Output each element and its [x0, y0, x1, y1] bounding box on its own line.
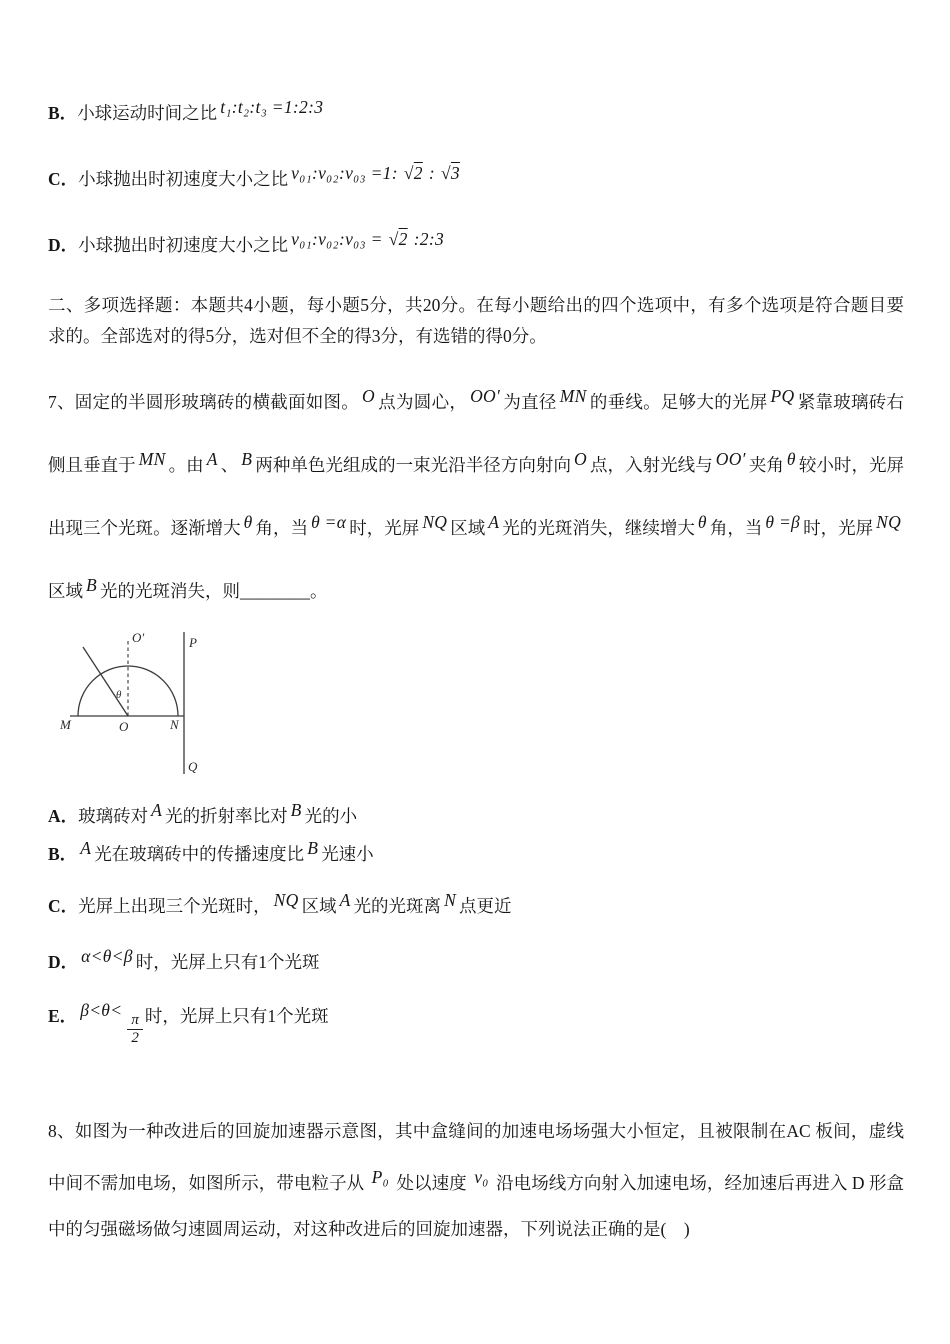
question-7-option-a: A．玻璃砖对 A 光的折射率比对 B 光的小: [48, 800, 358, 826]
option-line-c: C．小球抛出时初速度大小之比 v₀₁:v₀₂:v₀₃ =1: √2 : √3: [48, 163, 460, 189]
figure-label-theta: θ: [116, 689, 122, 701]
figure-label-n: N: [170, 717, 179, 732]
question-8-stem: 8、如图为一种改进后的回旋加速器示意图，其中盒缝间的加速电场场强大小恒定，且被限制在AC 板间，虚线中间不需加电场，如图所示，带电粒子从 P₀ 处以速度 v₀ 沿电场线方向射入加速电场，经加速后再进入 D 形盒中的匀强磁场做匀速圆周运动，对这种改进后的回旋加速器，下列说法正确的是( ): [48, 1120, 905, 1239]
question-7-option-d: D． α<θ<β 时，光屏上只有1个光斑: [48, 946, 320, 972]
section-2-header: 二、多项选择题：本题共4小题，每小题5分，共20分。在每小题给出的四个选项中，有多个选项是符合题目要求的。全部选对的得5分，选对但不全的得3分，有选错的得0分。: [48, 295, 904, 346]
incident-ray: [83, 647, 128, 716]
figure-label-m: M: [60, 717, 71, 732]
option-line-d: D．小球抛出时初速度大小之比 v₀₁:v₀₂:v₀₃ = √2 :2:3: [48, 229, 445, 255]
question-7-option-b: B． A 光在玻璃砖中的传播速度比 B 光速小: [48, 838, 374, 864]
question-7-figure: [60, 628, 904, 785]
question-7-stem: 7、固定的半圆形玻璃砖的横截面如图。 O 点为圆心， OO′ 为直径 MN 的垂线。足够大的光屏 PQ 紧靠玻璃砖右侧且垂直于 MN 。由 A 、 B 两种单色光组成的一束光沿半径方向射向 O 点，入射光线与 OO′ 夹角 θ 较小时，光屏出现三个光斑。逐渐增大 θ 角，当 θ =α 时，光屏 NQ 区域 A 光的光斑消失，继续增大 θ 角，当 θ =β 时，光屏 NQ区域 B 光的光斑消失，则________。: [48, 386, 905, 601]
option-line-b: B．小球运动时间之比 t₁:t₂:t₃ =1:2:3: [48, 97, 324, 123]
figure-label-o-prime: O′: [132, 630, 145, 645]
figure-label-p: P: [189, 635, 197, 650]
figure-label-q: Q: [188, 759, 198, 774]
question-7-option-e: E． β<θ< $\frac{\pi}{2}$ 时，光屏上只有1个光斑: [48, 1000, 329, 1047]
figure-label-o: O: [119, 719, 129, 734]
question-7-option-c: C．光屏上出现三个光斑时， NQ 区域 A 光的光斑离 N 点更近: [48, 890, 512, 916]
